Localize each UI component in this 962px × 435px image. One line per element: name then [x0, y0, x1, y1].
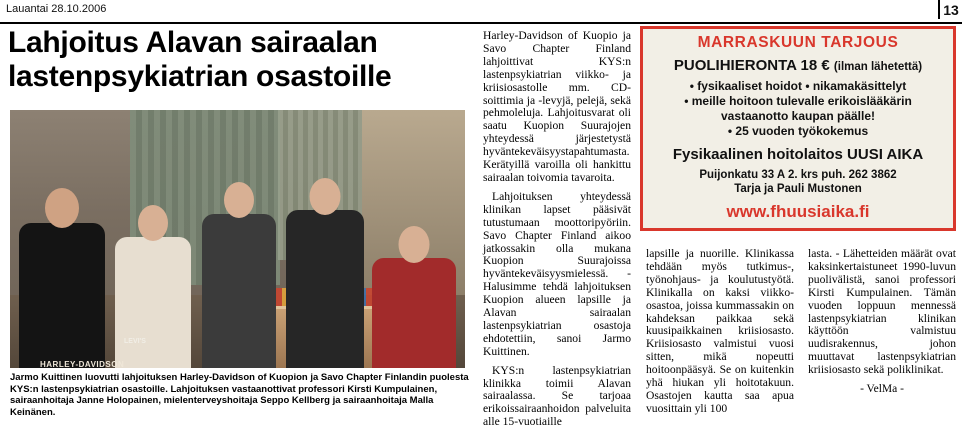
ad-bullet: vastaanotto kaupan päälle!	[720, 109, 876, 123]
page-number: 13	[938, 0, 962, 19]
ad-offer	[643, 57, 953, 74]
article-column-2	[646, 248, 794, 422]
photo-person-5-head	[399, 226, 430, 263]
issue-date: Lauantai 28.10.2006	[6, 3, 107, 15]
photo-person-2-body	[115, 237, 191, 368]
jacket-text: HARLEY-DAVIDSON	[40, 360, 125, 368]
ad-bullet: • fysikaaliset hoidot • nikamakäsittelyt	[689, 79, 907, 93]
photo-caption: Jarmo Kuittinen luovutti lahjoituksen Harley-Davidson of Kuopion ja Savo Chapter Finlandin puolesta KYS:n lastenpsykiatrian osastoille. Lahjoituksen vastaanottivat professori Kirsti Kumpulainen, sairaanhoitaja Janne Holopainen, mielenterveyshoitaja Seppo Kellberg ja sairaanhoitaja Malla Keinänen.	[10, 372, 469, 418]
article-column-3	[808, 248, 956, 402]
photo-person-3-head	[224, 182, 254, 218]
paragraph: Lahjoituksen yhteydessä klinikan lapset pääsivät tutustumaan moottoripyöriin. Savo Chapter Finland aikoo jatkossakin olla mukana Kuopion Suurajoissa hyväntekeväisyysmielessä. - Halusimme tehdä lahjoituksen Kuopion alueen lapsille ja Alavan sairaalan lastenpsykiatrian osastoja ehdotettiin, sanoi Jarmo Kuittinen.	[483, 189, 631, 358]
ad-website[interactable]: www.fhuusiaika.fi	[726, 202, 870, 221]
ad-address	[643, 168, 953, 196]
article-headline: Lahjoitus Alavan sairaalan lastenpsykiatrian osastoille	[8, 26, 392, 93]
article-photo	[10, 110, 465, 368]
photo-person-4-body	[286, 210, 364, 368]
ad-offer-price: PUOLIHIERONTA 18 €	[673, 57, 830, 74]
shirt-text: LEVI'S	[124, 338, 146, 345]
paragraph: lasta. - Lähetteiden määrät ovat kaksinkertaistuneet 1990-luvun puolivälistä, sanoi professori Kirsti Kumpulainen. Tämän vuoden loppuun mennessä lastenpsykiatrian klinikan käyttöön valmistuu uudisrakennus, johon muuttavat lastenpsykiatrian kriisiosasto sekä poliklinikat.	[808, 247, 956, 377]
ad-title: MARRASKUUN TARJOUS	[697, 34, 899, 51]
article-column-1	[483, 30, 631, 435]
paragraph: Harley-Davidson of Kuopio ja Savo Chapter Finland lahjoittivat KYS:n lastenpsykiatrian viikko- ja kriisiosastolle mm. CD-soittimia ja -levyjä, pelejä, sekä pehmoleluja. Lahjoitusvarat oli saatu Kuopion Suurajojen yhteydessä järjestetystä hyväntekeväisyystapahtumasta. Kerätyillä varoilla oli hankittu sairaalan toivomia tavaroita.	[483, 29, 631, 184]
photo-person-1-body	[19, 223, 105, 368]
paragraph: lapsille ja nuorille. Klinikassa tehdään myös tutkimus-, työnohjaus- ja koulutustyötä. Klinikalla on kaksi viikko-osastoa, joissa kummassakin on kahdeksan paikkaa sekä kuusipaikkainen kriisiosasto. Kriisiosasto valmistui vuosi sitten, mikä nopeutti hoitoonpääsyä. Se on kuitenkin yhä hiukan yli hoitotakuun. Osastojen kautta saa apua vuosittain yli 100	[646, 247, 794, 415]
ad-offer-note: (ilman lähetettä)	[833, 61, 923, 73]
paragraph: KYS:n lastenpsykiatrian klinikka toimii Alavan sairaalassa. Se tarjoaa erikoissairaanhoidon palveluita alle 15-vuotiaille	[483, 363, 631, 429]
photo-person-1	[16, 168, 108, 368]
ad-persons: Tarja ja Pauli Mustonen	[734, 183, 862, 195]
ad-address-line: Puijonkatu 33 A 2. krs puh. 262 3862	[699, 169, 897, 181]
photo-person-4	[282, 172, 368, 368]
photo-person-2-head	[138, 205, 168, 241]
photo-person-5-body	[372, 258, 456, 368]
ad-bullets	[643, 79, 953, 139]
photo-person-4-head	[310, 178, 341, 215]
ad-bullet: • 25 vuoden työkokemus	[727, 124, 869, 138]
ad-bullet: • meille hoitoon tulevalle erikoislääkärin	[684, 94, 912, 108]
advertisement[interactable]	[640, 26, 956, 231]
photo-person-3	[198, 178, 280, 368]
photo-person-1-head	[45, 188, 79, 228]
photo-person-2	[110, 193, 196, 368]
photo-person-5	[368, 196, 460, 368]
article-signature: - VelMa -	[860, 383, 904, 396]
photo-person-3-body	[202, 214, 276, 368]
ad-company: Fysikaalinen hoitolaitos UUSI AIKA	[672, 146, 924, 163]
page-topbar	[0, 0, 962, 24]
